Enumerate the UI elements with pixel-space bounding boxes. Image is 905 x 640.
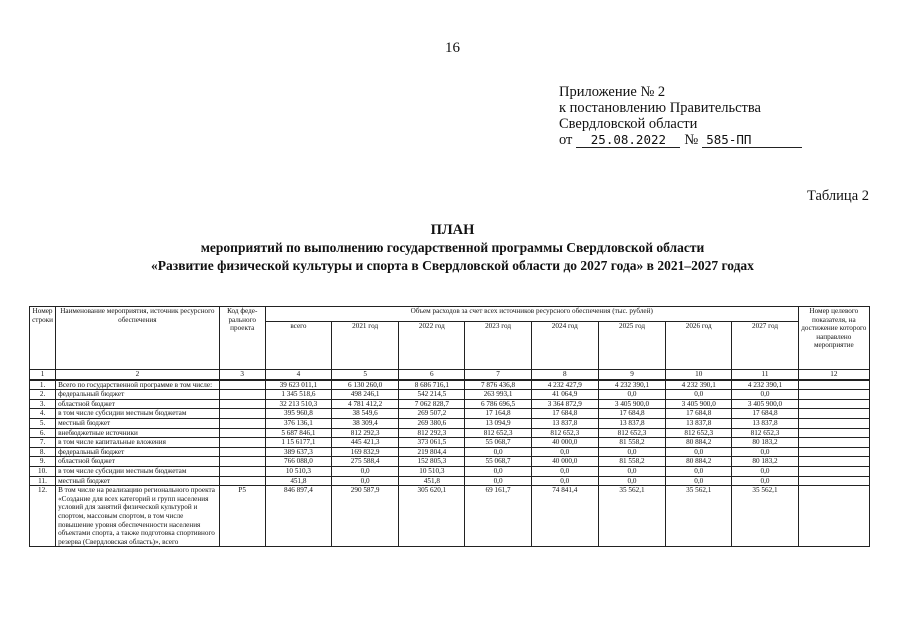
row-2025: 0,0 (598, 447, 665, 457)
row-2022: 152 805,3 (399, 457, 465, 467)
row-target (798, 457, 869, 467)
row-2023: 0,0 (465, 466, 531, 476)
row-total: 395 960,8 (265, 409, 331, 419)
header-2022: 2022 год (399, 322, 465, 370)
row-name: областной бюджет (56, 457, 220, 467)
column-number: 10 (666, 370, 732, 380)
row-2023: 263 993,1 (465, 390, 531, 400)
row-total: 10 510,3 (265, 466, 331, 476)
row-2023: 812 652,3 (465, 428, 531, 438)
row-2024: 0,0 (531, 476, 598, 486)
row-total: 5 687 846,1 (265, 428, 331, 438)
column-number: 1 (30, 370, 56, 380)
row-2024: 0,0 (531, 466, 598, 476)
row-2026: 80 884,2 (666, 438, 732, 448)
row-number: 4. (30, 409, 56, 419)
column-number: 9 (598, 370, 665, 380)
row-2026: 3 405 900,0 (666, 399, 732, 409)
row-2022: 269 380,6 (399, 418, 465, 428)
column-number: 12 (798, 370, 869, 380)
row-target (798, 428, 869, 438)
row-number: 8. (30, 447, 56, 457)
row-2021: 169 832,9 (332, 447, 399, 457)
column-number: 6 (399, 370, 465, 380)
date-prefix: от (559, 132, 573, 148)
row-2023: 55 068,7 (465, 457, 531, 467)
row-2024: 40 000,0 (531, 438, 598, 448)
row-target (798, 409, 869, 419)
row-code (219, 457, 265, 467)
column-number: 2 (56, 370, 220, 380)
table-row (30, 399, 870, 409)
row-2023: 17 164,8 (465, 409, 531, 419)
row-2027: 0,0 (732, 447, 798, 457)
row-2024: 0,0 (531, 447, 598, 457)
table-row (30, 457, 870, 467)
table-row (30, 447, 870, 457)
row-target (798, 476, 869, 486)
header-total: всего (265, 322, 331, 370)
row-2023: 7 876 436,8 (465, 380, 531, 390)
row-name: областной бюджет (56, 399, 220, 409)
row-2021: 0,0 (332, 476, 399, 486)
table-row (30, 380, 870, 390)
row-2027: 0,0 (732, 476, 798, 486)
row-2025: 0,0 (598, 390, 665, 400)
table-row (30, 418, 870, 428)
row-target (798, 418, 869, 428)
number-prefix: № (684, 132, 699, 148)
row-target (798, 438, 869, 448)
column-number: 7 (465, 370, 531, 380)
row-total: 846 897,4 (265, 486, 331, 547)
row-name: федеральный бюджет (56, 390, 220, 400)
row-2022: 7 062 828,7 (399, 399, 465, 409)
row-target (798, 380, 869, 390)
header-2024: 2024 год (531, 322, 598, 370)
row-2025: 0,0 (598, 466, 665, 476)
row-2022: 812 292,3 (399, 428, 465, 438)
row-total: 766 088,0 (265, 457, 331, 467)
row-code (219, 390, 265, 400)
row-target (798, 399, 869, 409)
header-2027: 2027 год (732, 322, 798, 370)
row-total: 32 213 510,3 (265, 399, 331, 409)
row-target (798, 447, 869, 457)
row-2023: 6 786 696,5 (465, 399, 531, 409)
row-2024: 41 064,9 (531, 390, 598, 400)
row-target (798, 466, 869, 476)
row-code (219, 418, 265, 428)
row-code (219, 438, 265, 448)
row-number: 10. (30, 466, 56, 476)
row-2027: 80 183,2 (732, 457, 798, 467)
row-2022: 10 510,3 (399, 466, 465, 476)
column-number: 11 (732, 370, 798, 380)
row-2024: 74 841,4 (531, 486, 598, 547)
resolution-number: 585-ПП (702, 133, 802, 148)
row-name: федеральный бюджет (56, 447, 220, 457)
table-label: Таблица 2 (806, 188, 869, 204)
row-2023: 13 094,9 (465, 418, 531, 428)
row-code (219, 399, 265, 409)
row-target (798, 486, 869, 547)
row-code (219, 466, 265, 476)
row-2024: 4 232 427,9 (531, 380, 598, 390)
row-number: 1. (30, 380, 56, 390)
row-2024: 13 837,8 (531, 418, 598, 428)
row-name: местный бюджет (56, 476, 220, 486)
column-number: 4 (265, 370, 331, 380)
row-2025: 4 232 390,1 (598, 380, 665, 390)
row-2027: 17 684,8 (732, 409, 798, 419)
row-code (219, 380, 265, 390)
row-total: 389 637,3 (265, 447, 331, 457)
table-row (30, 409, 870, 419)
row-number: 12. (30, 486, 56, 547)
row-total: 1 345 518,6 (265, 390, 331, 400)
appendix-title: Приложение № 2 (559, 84, 666, 100)
row-2023: 55 068,7 (465, 438, 531, 448)
row-2021: 812 292,3 (332, 428, 399, 438)
plan-subtitle-2: «Развитие физической культуры и спорта в Свердловской области до 2027 года» в 2021–2027 годах (151, 258, 754, 273)
row-2022: 373 061,5 (399, 438, 465, 448)
row-2027: 3 405 900,0 (732, 399, 798, 409)
row-number: 11. (30, 476, 56, 486)
row-2026: 0,0 (666, 390, 732, 400)
row-2021: 4 781 412,2 (332, 399, 399, 409)
table-row (30, 438, 870, 448)
row-2027: 0,0 (732, 466, 798, 476)
resolution-date: 25.08.2022 (576, 133, 680, 148)
header-fed-project-code: Код феде-рального проекта (219, 307, 265, 370)
row-2021: 38 549,6 (332, 409, 399, 419)
header-row-number: Номер строки (30, 307, 56, 370)
row-2021: 0,0 (332, 466, 399, 476)
row-target (798, 390, 869, 400)
plan-table (29, 306, 870, 547)
column-number: 5 (332, 370, 399, 380)
row-code (219, 447, 265, 457)
plan-title: ПЛАН (430, 222, 475, 238)
row-2027: 80 183,2 (732, 438, 798, 448)
column-number: 8 (531, 370, 598, 380)
row-number: 9. (30, 457, 56, 467)
row-name: внебюджетные источники (56, 428, 220, 438)
row-number: 7. (30, 438, 56, 448)
row-2024: 17 684,8 (531, 409, 598, 419)
row-2021: 498 246,1 (332, 390, 399, 400)
row-2023: 0,0 (465, 447, 531, 457)
column-number: 3 (219, 370, 265, 380)
row-2024: 40 000,0 (531, 457, 598, 467)
row-2027: 812 652,3 (732, 428, 798, 438)
row-2026: 0,0 (666, 447, 732, 457)
row-2022: 542 214,5 (399, 390, 465, 400)
row-2024: 812 652,3 (531, 428, 598, 438)
row-name: в том числе капитальные вложения (56, 438, 220, 448)
row-2025: 81 558,2 (598, 438, 665, 448)
appendix-date-number-line (559, 132, 802, 149)
row-2022: 305 620,1 (399, 486, 465, 547)
row-2023: 69 161,7 (465, 486, 531, 547)
row-2026: 0,0 (666, 476, 732, 486)
row-number: 6. (30, 428, 56, 438)
row-2025: 17 684,8 (598, 409, 665, 419)
row-2027: 4 232 390,1 (732, 380, 798, 390)
table-row (30, 466, 870, 476)
table-row (30, 390, 870, 400)
table-row (30, 486, 870, 547)
row-number: 2. (30, 390, 56, 400)
row-code (219, 476, 265, 486)
row-name: Всего по государственной программе в том числе: (56, 380, 220, 390)
table-row (30, 476, 870, 486)
row-2027: 35 562,1 (732, 486, 798, 547)
header-target: Номер целевого показателя, на достижение которого направлено мероприятие (798, 307, 869, 370)
appendix-resolution-line: к постановлению Правительства (559, 100, 761, 116)
row-2021: 275 588,4 (332, 457, 399, 467)
row-2021: 290 587,9 (332, 486, 399, 547)
header-expenses: Объем расходов за счет всех источников ресурсного обеспечения (тыс. рублей) (265, 307, 798, 322)
row-2025: 81 558,2 (598, 457, 665, 467)
row-2022: 8 686 716,1 (399, 380, 465, 390)
row-2021: 445 421,3 (332, 438, 399, 448)
row-2026: 4 232 390,1 (666, 380, 732, 390)
row-2025: 35 562,1 (598, 486, 665, 547)
row-2026: 35 562,1 (666, 486, 732, 547)
header-2026: 2026 год (666, 322, 732, 370)
row-2026: 17 684,8 (666, 409, 732, 419)
row-2026: 80 884,2 (666, 457, 732, 467)
row-2027: 0,0 (732, 390, 798, 400)
row-code (219, 409, 265, 419)
row-name: местный бюджет (56, 418, 220, 428)
row-2025: 3 405 900,0 (598, 399, 665, 409)
row-2024: 3 364 872,9 (531, 399, 598, 409)
row-2027: 13 837,8 (732, 418, 798, 428)
header-2023: 2023 год (465, 322, 531, 370)
row-total: 1 15 6177,1 (265, 438, 331, 448)
row-2025: 0,0 (598, 476, 665, 486)
row-2025: 13 837,8 (598, 418, 665, 428)
page-number: 16 (445, 40, 460, 56)
column-numbers-row (30, 370, 870, 380)
row-total: 39 623 011,1 (265, 380, 331, 390)
header-name: Наименование мероприятия, источник ресурсного обеспечения (56, 307, 220, 370)
row-number: 5. (30, 418, 56, 428)
header-2025: 2025 год (598, 322, 665, 370)
row-total: 451,8 (265, 476, 331, 486)
row-2022: 269 507,2 (399, 409, 465, 419)
appendix-region-line: Свердловской области (559, 116, 698, 132)
row-2021: 6 130 260,0 (332, 380, 399, 390)
row-2026: 812 652,3 (666, 428, 732, 438)
row-2025: 812 652,3 (598, 428, 665, 438)
row-2021: 38 309,4 (332, 418, 399, 428)
row-2023: 0,0 (465, 476, 531, 486)
header-2021: 2021 год (332, 322, 399, 370)
row-name: В том числе на реализацию регионального проекта «Создание для всех категорий и групп населения условий для занятий физической культурой и спортом, массовым спортом, в том числе повышение уровня обеспеченности населения объектами спорта, а также подготовка спортивного резерва (Свердловская область)», всего (56, 486, 220, 547)
row-number: 3. (30, 399, 56, 409)
row-2022: 219 804,4 (399, 447, 465, 457)
plan-subtitle-1: мероприятий по выполнению государственной программы Свердловской области (200, 240, 705, 255)
row-2026: 13 837,8 (666, 418, 732, 428)
row-2022: 451,8 (399, 476, 465, 486)
row-total: 376 136,1 (265, 418, 331, 428)
row-2026: 0,0 (666, 466, 732, 476)
row-name: в том числе субсидии местным бюджетам (56, 466, 220, 476)
row-code: Р5 (219, 486, 265, 547)
row-code (219, 428, 265, 438)
row-name: в том числе субсидии местным бюджетам (56, 409, 220, 419)
table-row (30, 428, 870, 438)
